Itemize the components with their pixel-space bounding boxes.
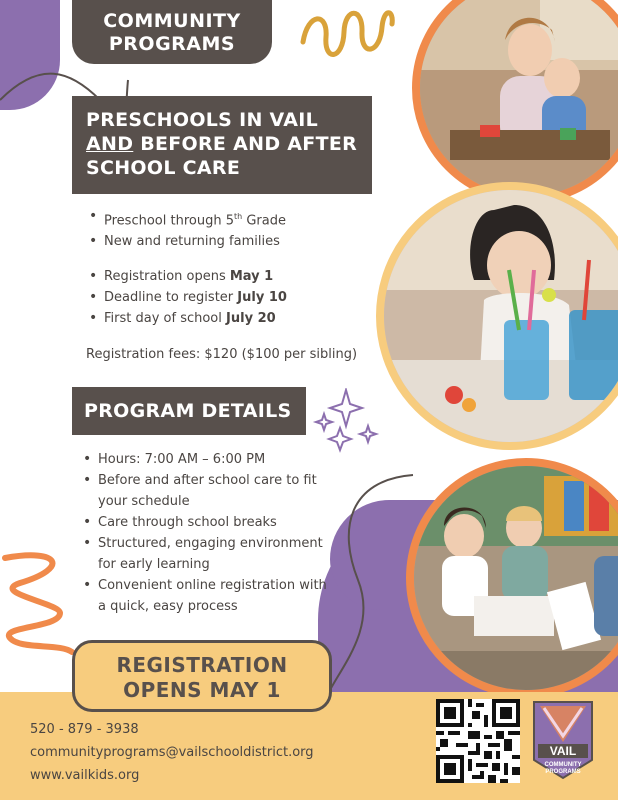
website-link[interactable]: www.vailkids.org [30, 768, 140, 783]
callout-line-1: REGISTRATION [116, 653, 288, 677]
logo-sub-2: PROGRAMS [545, 769, 581, 775]
list-item: • Registration opens May 1 [86, 266, 287, 287]
header-line-2: PROGRAMS [108, 33, 236, 55]
title-line-2 [86, 132, 358, 156]
program-details-list [80, 449, 330, 617]
decorative-squiggle-orange [0, 548, 80, 658]
phone-number[interactable]: 520 - 879 - 3938 [30, 722, 139, 737]
registration-callout [72, 640, 332, 712]
photo-children-classroom [412, 0, 618, 204]
registration-fees: Registration fees: $120 ($100 per sibling) [86, 347, 358, 362]
sparkle-icon [310, 388, 380, 458]
program-details-heading: PROGRAM DETAILS [72, 387, 306, 435]
list-item: • Care through school breaks [80, 512, 330, 533]
vail-logo [530, 698, 596, 784]
list-item: • New and returning families [86, 231, 286, 252]
title-line-3: SCHOOL CARE [86, 157, 241, 179]
list-item: • Structured, engaging environment for early learning [80, 533, 330, 575]
callout-line-2: OPENS MAY 1 [123, 678, 281, 702]
list-item: • Deadline to register July 10 [86, 287, 287, 308]
intro-list-b [86, 266, 287, 329]
title-underlined-word: AND [86, 133, 134, 155]
photo-child-art-project [376, 182, 618, 450]
page-title [72, 96, 372, 194]
logo-sub-1: COMMUNITY [544, 762, 582, 768]
qr-code-icon[interactable] [436, 699, 520, 783]
decorative-squiggle-gold [298, 2, 398, 68]
intro-list-a [86, 206, 286, 252]
list-item: • Before and after school care to fit your schedule [80, 470, 330, 512]
list-item: • Hours: 7:00 AM – 6:00 PM [80, 449, 330, 470]
header-badge [72, 0, 272, 64]
title-line-1: PRESCHOOLS IN VAIL [86, 109, 319, 131]
title-line-2-rest: BEFORE AND AFTER [133, 133, 358, 155]
header-line-1: COMMUNITY [103, 10, 241, 32]
list-item: • First day of school July 20 [86, 308, 287, 329]
list-item: • Convenient online registration with a quick, easy process [80, 575, 330, 617]
list-item: • Preschool through 5th Grade [86, 206, 286, 231]
email-link[interactable]: communityprograms@vailschooldistrict.org [30, 745, 314, 760]
logo-name: VAIL [549, 744, 577, 758]
contact-info [30, 718, 314, 787]
